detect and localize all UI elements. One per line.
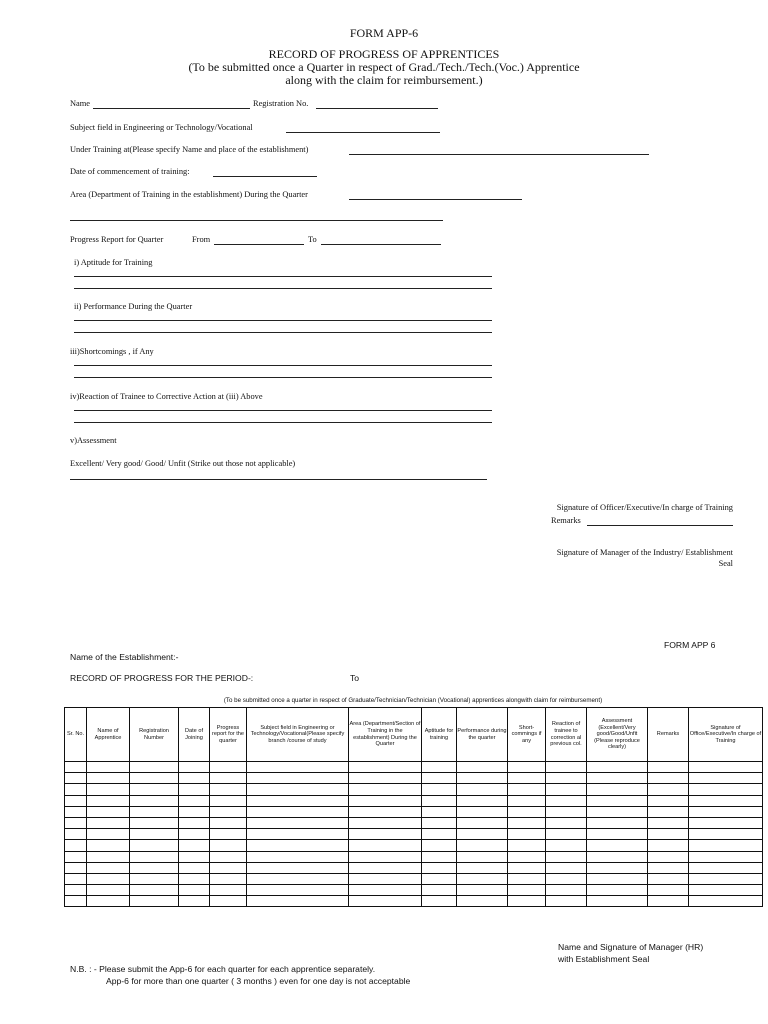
- table-cell[interactable]: [648, 795, 689, 806]
- table-cell[interactable]: [65, 817, 87, 828]
- table-cell[interactable]: [587, 896, 648, 907]
- col-assessment: Assessment (Excellent/Very good/Good/Unfit (Please reproduce clearly): [587, 708, 648, 762]
- table-cell[interactable]: [210, 851, 247, 862]
- table-cell[interactable]: [179, 862, 210, 873]
- remarks-input[interactable]: [587, 525, 733, 526]
- officer-signature-label: Signature of Officer/Executive/In charge of Training: [556, 503, 733, 512]
- table-cell[interactable]: [689, 851, 763, 862]
- table-cell[interactable]: [87, 829, 130, 840]
- table-cell[interactable]: [87, 762, 130, 773]
- table-cell[interactable]: [587, 840, 648, 851]
- table-cell[interactable]: [349, 851, 422, 862]
- nb-note-line-2: App-6 for more than one quarter ( 3 months ) even for one day is not acceptable: [106, 976, 411, 986]
- table-cell[interactable]: [130, 817, 179, 828]
- table-cell[interactable]: [210, 806, 247, 817]
- table-cell[interactable]: [210, 873, 247, 884]
- table-cell[interactable]: [210, 840, 247, 851]
- table-row: [65, 851, 763, 862]
- table-cell[interactable]: [65, 840, 87, 851]
- col-name: Name of Apprentice: [87, 708, 130, 762]
- table-cell[interactable]: [587, 885, 648, 896]
- table-row: [65, 806, 763, 817]
- table-cell[interactable]: [648, 851, 689, 862]
- area-input-line-2[interactable]: [70, 220, 443, 221]
- table-cell[interactable]: [648, 829, 689, 840]
- form-number: FORM APP-6: [349, 26, 419, 40]
- progress-table: [64, 707, 763, 907]
- table-cell[interactable]: [422, 784, 457, 795]
- progress-report-label: Progress Report for Quarter: [70, 235, 164, 244]
- form-subtitle-line-1: (To be submitted once a Quarter in respect of Grad./Tech./Tech.(Voc.) Apprentice: [188, 60, 580, 74]
- reaction-label: iv)Reaction of Trainee to Corrective Action at (iii) Above: [70, 392, 263, 401]
- table-cell[interactable]: [247, 773, 349, 784]
- table-cell[interactable]: [130, 873, 179, 884]
- area-label: Area (Department of Training in the establishment) During the Quarter: [70, 190, 308, 199]
- form-subtitle-line-2: along with the claim for reimbursement.): [285, 73, 483, 87]
- form-app6-label: FORM APP 6: [664, 640, 716, 650]
- performance-label: ii) Performance During the Quarter: [74, 302, 193, 311]
- table-cell[interactable]: [247, 873, 349, 884]
- aptitude-line-1[interactable]: [74, 276, 492, 277]
- assessment-label: v)Assessment: [70, 436, 117, 445]
- table-cell[interactable]: [689, 840, 763, 851]
- table-cell[interactable]: [247, 851, 349, 862]
- area-input[interactable]: [349, 199, 522, 200]
- table-cell[interactable]: [349, 784, 422, 795]
- table-cell[interactable]: [422, 896, 457, 907]
- table-cell[interactable]: [546, 840, 587, 851]
- table-cell[interactable]: [422, 817, 457, 828]
- registration-no-field[interactable]: [316, 108, 438, 109]
- table-cell[interactable]: [210, 773, 247, 784]
- table-cell[interactable]: [457, 784, 508, 795]
- table-cell[interactable]: [87, 862, 130, 873]
- table-cell[interactable]: [422, 806, 457, 817]
- table-cell[interactable]: [179, 896, 210, 907]
- table-cell[interactable]: [648, 840, 689, 851]
- table-cell[interactable]: [648, 762, 689, 773]
- table-cell[interactable]: [87, 806, 130, 817]
- reaction-line-1[interactable]: [74, 410, 492, 411]
- table-cell[interactable]: [349, 829, 422, 840]
- name-field[interactable]: [93, 108, 250, 109]
- table-cell[interactable]: [457, 817, 508, 828]
- table-cell[interactable]: [546, 817, 587, 828]
- table-cell[interactable]: [130, 862, 179, 873]
- table-cell[interactable]: [65, 773, 87, 784]
- to-input[interactable]: [321, 244, 441, 245]
- table-cell[interactable]: [587, 784, 648, 795]
- table-cell[interactable]: [648, 873, 689, 884]
- table-cell[interactable]: [508, 762, 546, 773]
- table-cell[interactable]: [508, 784, 546, 795]
- table-cell[interactable]: [648, 773, 689, 784]
- table-cell[interactable]: [648, 862, 689, 873]
- table-cell[interactable]: [648, 896, 689, 907]
- table-cell[interactable]: [130, 851, 179, 862]
- table-cell[interactable]: [130, 806, 179, 817]
- to-label: To: [308, 235, 317, 244]
- table-cell[interactable]: [210, 862, 247, 873]
- nb-note-line-1: N.B. : - Please submit the App-6 for each quarter for each apprentice separately.: [70, 964, 376, 974]
- table-cell[interactable]: [130, 829, 179, 840]
- table-cell[interactable]: [65, 795, 87, 806]
- table-cell[interactable]: [65, 829, 87, 840]
- manager-signature-label: Signature of Manager of the Industry/ Establishment: [556, 548, 733, 557]
- table-cell[interactable]: [422, 862, 457, 873]
- table-cell[interactable]: [65, 873, 87, 884]
- table-cell[interactable]: [508, 817, 546, 828]
- col-reaction: Reaction of trainee to correction al previous col.: [546, 708, 587, 762]
- table-cell[interactable]: [422, 840, 457, 851]
- table-cell[interactable]: [457, 762, 508, 773]
- performance-line-2[interactable]: [74, 332, 492, 333]
- col-progress-report: Progress report for the quarter: [210, 708, 247, 762]
- form-title: RECORD OF PROGRESS OF APPRENTICES: [268, 47, 500, 61]
- subject-field-label: Subject field in Engineering or Technology/Vocational: [70, 123, 253, 132]
- table-cell[interactable]: [457, 885, 508, 896]
- table-cell[interactable]: [179, 851, 210, 862]
- table-cell[interactable]: [349, 806, 422, 817]
- name-label: Name: [70, 99, 90, 108]
- from-input[interactable]: [214, 244, 304, 245]
- table-row: [65, 840, 763, 851]
- table-cell[interactable]: [587, 873, 648, 884]
- date-commencement-input[interactable]: [213, 176, 317, 177]
- table-cell[interactable]: [179, 829, 210, 840]
- table-cell[interactable]: [247, 762, 349, 773]
- table-cell[interactable]: [546, 873, 587, 884]
- table-cell[interactable]: [65, 806, 87, 817]
- table-row: [65, 885, 763, 896]
- table-row: [65, 873, 763, 884]
- table-cell[interactable]: [130, 885, 179, 896]
- period-label: RECORD OF PROGRESS FOR THE PERIOD-:: [70, 673, 254, 683]
- table-cell[interactable]: [689, 817, 763, 828]
- table-cell[interactable]: [546, 806, 587, 817]
- table-cell[interactable]: [587, 762, 648, 773]
- table-row: [65, 829, 763, 840]
- remarks-label: Remarks: [551, 516, 581, 525]
- table-cell[interactable]: [457, 896, 508, 907]
- table-cell[interactable]: [508, 862, 546, 873]
- table-cell[interactable]: [457, 873, 508, 884]
- table-cell[interactable]: [130, 795, 179, 806]
- subject-field-input[interactable]: [286, 132, 440, 133]
- table-cell[interactable]: [689, 873, 763, 884]
- table-cell[interactable]: [130, 773, 179, 784]
- table-cell[interactable]: [87, 873, 130, 884]
- table-cell[interactable]: [65, 762, 87, 773]
- table-cell[interactable]: [457, 840, 508, 851]
- under-training-input[interactable]: [349, 154, 649, 155]
- table-cell[interactable]: [210, 762, 247, 773]
- table-cell[interactable]: [508, 896, 546, 907]
- table-cell[interactable]: [87, 817, 130, 828]
- table-cell[interactable]: [689, 762, 763, 773]
- table-row: [65, 896, 763, 907]
- table-cell[interactable]: [587, 806, 648, 817]
- table-cell[interactable]: [130, 840, 179, 851]
- table-cell[interactable]: [65, 784, 87, 795]
- table-cell[interactable]: [689, 795, 763, 806]
- col-aptitude: Aptitude for training: [422, 708, 457, 762]
- registration-no-label: Registration No.: [253, 99, 309, 108]
- table-cell[interactable]: [87, 784, 130, 795]
- table-cell[interactable]: [546, 795, 587, 806]
- performance-line-1[interactable]: [74, 320, 492, 321]
- table-cell[interactable]: [349, 773, 422, 784]
- table-cell[interactable]: [210, 896, 247, 907]
- col-remarks: Remarks: [648, 708, 689, 762]
- table-cell[interactable]: [508, 773, 546, 784]
- table-cell[interactable]: [247, 896, 349, 907]
- table-cell[interactable]: [648, 784, 689, 795]
- table-cell[interactable]: [210, 817, 247, 828]
- table-cell[interactable]: [179, 795, 210, 806]
- shortcomings-line-2[interactable]: [74, 377, 492, 378]
- table-cell[interactable]: [422, 885, 457, 896]
- table-cell[interactable]: [247, 784, 349, 795]
- table-cell[interactable]: [648, 817, 689, 828]
- shortcomings-label: iii)Shortcomings , if Any: [70, 347, 154, 356]
- table-cell[interactable]: [349, 795, 422, 806]
- table-cell[interactable]: [587, 862, 648, 873]
- manager-hr-signature-line-2: with Establishment Seal: [558, 954, 650, 964]
- col-sr-no: Sr. No.: [65, 708, 87, 762]
- table-cell[interactable]: [422, 762, 457, 773]
- table-cell[interactable]: [130, 784, 179, 795]
- table-cell[interactable]: [546, 862, 587, 873]
- col-subject-field: Subject field in Engineering or Technology/Vocational(Please specify branch /course of study: [247, 708, 349, 762]
- table-cell[interactable]: [422, 773, 457, 784]
- col-area: Area (Department/Section of Training in the establishment) During the Quarter: [349, 708, 422, 762]
- table-cell[interactable]: [546, 896, 587, 907]
- table-cell[interactable]: [87, 795, 130, 806]
- table-cell[interactable]: [87, 851, 130, 862]
- assessment-options: Excellent/ Very good/ Good/ Unfit (Strike out those not applicable): [70, 459, 296, 468]
- table-cell[interactable]: [349, 896, 422, 907]
- table-cell[interactable]: [247, 829, 349, 840]
- table-cell[interactable]: [349, 873, 422, 884]
- table-cell[interactable]: [587, 851, 648, 862]
- shortcomings-line-1[interactable]: [74, 365, 492, 366]
- table-cell[interactable]: [130, 896, 179, 907]
- table-cell[interactable]: [546, 762, 587, 773]
- table-cell[interactable]: [179, 873, 210, 884]
- table-cell[interactable]: [508, 829, 546, 840]
- table-cell[interactable]: [179, 885, 210, 896]
- table-cell[interactable]: [349, 885, 422, 896]
- table-cell[interactable]: [247, 817, 349, 828]
- table-cell[interactable]: [349, 840, 422, 851]
- table-cell[interactable]: [349, 862, 422, 873]
- col-shortcommings: Short-commings if any: [508, 708, 546, 762]
- table-cell[interactable]: [546, 784, 587, 795]
- under-training-label: Under Training at(Please specify Name and place of the establishment): [70, 145, 309, 154]
- table-cell[interactable]: [422, 851, 457, 862]
- col-date-joining: Date of Joining: [179, 708, 210, 762]
- table-cell[interactable]: [457, 795, 508, 806]
- table-cell[interactable]: [587, 829, 648, 840]
- table-cell[interactable]: [587, 773, 648, 784]
- table-cell[interactable]: [689, 862, 763, 873]
- table-cell[interactable]: [349, 817, 422, 828]
- table-cell[interactable]: [508, 885, 546, 896]
- table-cell[interactable]: [87, 885, 130, 896]
- date-commencement-label: Date of commencement of training:: [70, 167, 190, 176]
- col-performance: Performance during the quarter: [457, 708, 508, 762]
- table-cell[interactable]: [457, 829, 508, 840]
- table-cell[interactable]: [87, 773, 130, 784]
- table-row: [65, 784, 763, 795]
- period-to-label: To: [350, 673, 360, 683]
- aptitude-line-2[interactable]: [74, 288, 492, 289]
- table-cell[interactable]: [546, 851, 587, 862]
- table-cell[interactable]: [648, 806, 689, 817]
- table-cell[interactable]: [210, 885, 247, 896]
- table-cell[interactable]: [65, 885, 87, 896]
- table-row: [65, 817, 763, 828]
- reaction-line-2[interactable]: [74, 422, 492, 423]
- table-row: [65, 773, 763, 784]
- table-row: [65, 862, 763, 873]
- table-cell[interactable]: [179, 806, 210, 817]
- table-note: (To be submitted once a quarter in respect of Graduate/Technician/Technician (Vocational) apprentices alongwith claim for reimbursement): [223, 697, 603, 704]
- table-cell[interactable]: [689, 784, 763, 795]
- table-cell[interactable]: [130, 762, 179, 773]
- from-label: From: [192, 235, 211, 244]
- table-cell[interactable]: [422, 795, 457, 806]
- table-cell[interactable]: [457, 806, 508, 817]
- table-row: [65, 762, 763, 773]
- table-cell[interactable]: [546, 829, 587, 840]
- table-cell[interactable]: [87, 896, 130, 907]
- table-cell[interactable]: [689, 773, 763, 784]
- table-cell[interactable]: [689, 829, 763, 840]
- table-cell[interactable]: [179, 840, 210, 851]
- table-header-row: [65, 708, 763, 762]
- table-cell[interactable]: [422, 873, 457, 884]
- table-cell[interactable]: [508, 795, 546, 806]
- table-cell[interactable]: [457, 773, 508, 784]
- table-cell[interactable]: [87, 840, 130, 851]
- table-cell[interactable]: [508, 873, 546, 884]
- aptitude-label: i) Aptitude for Training: [74, 258, 153, 267]
- table-cell[interactable]: [422, 829, 457, 840]
- table-cell[interactable]: [247, 885, 349, 896]
- table-cell[interactable]: [65, 896, 87, 907]
- seal-label: Seal: [718, 559, 733, 568]
- table-cell[interactable]: [65, 851, 87, 862]
- establishment-label: Name of the Establishment:-: [70, 652, 179, 662]
- table-cell[interactable]: [179, 817, 210, 828]
- table-cell[interactable]: [587, 795, 648, 806]
- table-cell[interactable]: [689, 806, 763, 817]
- table-cell[interactable]: [247, 862, 349, 873]
- table-cell[interactable]: [210, 784, 247, 795]
- table-cell[interactable]: [508, 851, 546, 862]
- table-cell[interactable]: [247, 795, 349, 806]
- table-cell[interactable]: [247, 840, 349, 851]
- table-cell[interactable]: [457, 862, 508, 873]
- table-cell[interactable]: [210, 829, 247, 840]
- table-cell[interactable]: [648, 885, 689, 896]
- table-cell[interactable]: [508, 840, 546, 851]
- table-cell[interactable]: [210, 795, 247, 806]
- table-cell[interactable]: [179, 762, 210, 773]
- assessment-line[interactable]: [70, 479, 487, 480]
- table-cell[interactable]: [689, 885, 763, 896]
- table-cell[interactable]: [179, 784, 210, 795]
- table-cell[interactable]: [179, 773, 210, 784]
- table-cell[interactable]: [247, 806, 349, 817]
- col-signature: Signature of Office/Executive/In charge of Training: [689, 708, 763, 762]
- table-row: [65, 795, 763, 806]
- table-cell[interactable]: [457, 851, 508, 862]
- table-cell[interactable]: [349, 762, 422, 773]
- table-cell[interactable]: [508, 806, 546, 817]
- table-cell[interactable]: [65, 862, 87, 873]
- table-cell[interactable]: [587, 817, 648, 828]
- table-cell[interactable]: [546, 885, 587, 896]
- table-cell[interactable]: [546, 773, 587, 784]
- col-registration: Registration Number: [130, 708, 179, 762]
- manager-hr-signature-line-1: Name and Signature of Manager (HR): [558, 942, 704, 952]
- table-cell[interactable]: [689, 896, 763, 907]
